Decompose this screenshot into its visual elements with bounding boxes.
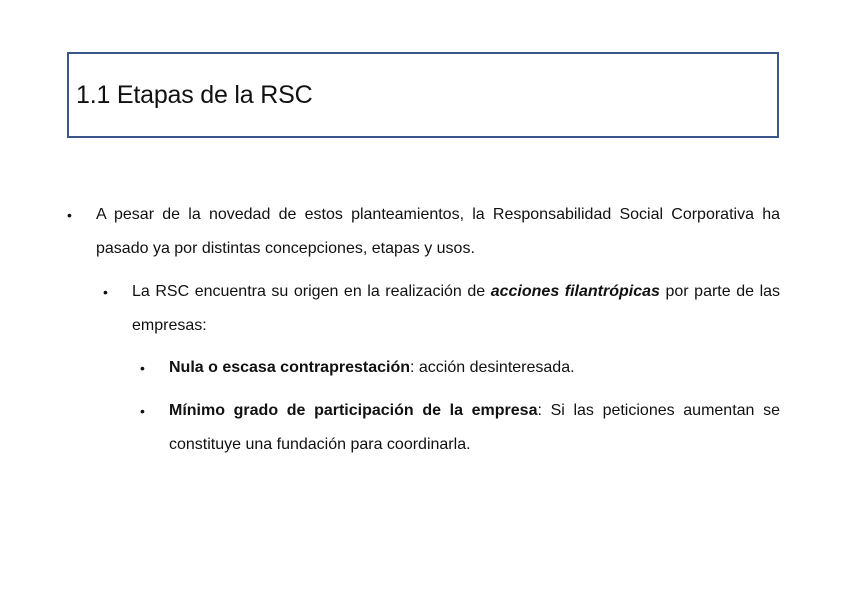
bullet-level3-text [169,351,780,385]
bullet-marker: • [140,360,145,376]
bullet-level2-text-after: por parte de las empresas: [132,283,781,334]
bullet-level2-emphasis: acciones filantrópicas [490,283,660,300]
bullet-level1-text: A pesar de la novedad de estos planteamientos, la Responsabilidad Social Corporativa ha pasado ya por distintas concepciones, etapas y usos. [96,206,780,257]
bullet-marker: • [103,284,108,300]
slide-title: 1.1 Etapas de la RSC [76,80,313,109]
bullet-level3-text [169,394,780,462]
bullet-marker: • [67,207,72,223]
bullet-level2-text-before: La RSC encuentra su origen en la realización de [132,283,491,300]
bullet-level3-rest: : acción desinteresada. [409,359,575,376]
bullet-level3-bold: Nula o escasa contraprestación [169,359,410,376]
title-box [67,52,779,138]
bullet-marker: • [140,403,145,419]
bullet-level2-text [132,275,780,343]
bullet-level3-rest: : Si las peticiones aumentan se constituye una fundación para coordinarla. [169,402,780,453]
bullet-level3-bold: Mínimo grado de participación de la empresa [169,402,538,419]
